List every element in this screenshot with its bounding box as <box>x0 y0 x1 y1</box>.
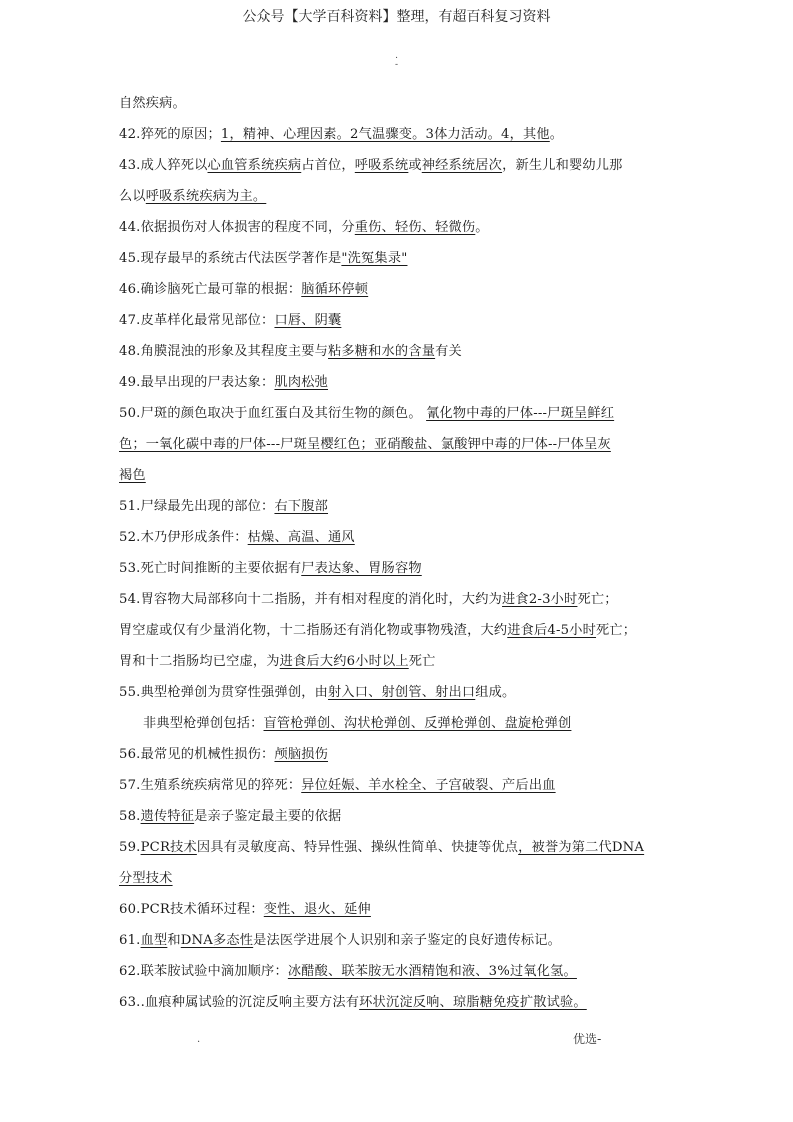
text-segment: 是亲子鉴定最主要的依据 <box>194 809 342 824</box>
top-dot-mark: . <box>395 51 398 61</box>
text-segment: 42.猝死的原因； <box>119 127 221 142</box>
text-line <box>119 987 679 1018</box>
text-segment: 和 <box>167 933 181 948</box>
underlined-answer: 褐色 <box>119 468 146 483</box>
page-header: 公众号【大学百科资料】整理，有超百科复习资料 <box>242 9 551 25</box>
text-segment: 胃空虚或仅有少量消化物，十二指肠还有消化物或事物残渣，大约 <box>119 623 508 638</box>
top-dash-mark: - <box>394 60 399 70</box>
underlined-answer: 呼吸系统疾病为主。 <box>145 189 267 204</box>
text-segment: 43.成人猝死以 <box>119 158 208 173</box>
footer-label: 优选- <box>573 1032 602 1046</box>
text-line <box>119 956 679 987</box>
text-line <box>119 615 679 646</box>
underlined-answer: ，被誉为第二代DNA <box>518 840 645 855</box>
text-line <box>119 677 679 708</box>
text-line <box>119 460 679 491</box>
text-segment: 48.角膜混浊的形象及其程度主要与 <box>119 344 328 359</box>
text-line <box>119 708 679 739</box>
text-segment: 50.尸斑的颜色取决于血红蛋白及其衍生物的颜色。 <box>119 406 427 421</box>
text-line <box>119 367 679 398</box>
text-line <box>119 894 679 925</box>
underlined-answer: 粘多糖和水的含量 <box>328 344 436 359</box>
underlined-answer: 进食后4-5小时 <box>507 623 597 638</box>
underlined-answer: 神经系统居次 <box>421 158 503 173</box>
text-line <box>119 832 679 863</box>
underlined-answer: 血型 <box>140 933 168 948</box>
underlined-answer: DNA多态性 <box>180 933 254 948</box>
text-line <box>119 553 679 584</box>
text-line <box>119 398 679 429</box>
text-segment: 61. <box>119 933 141 948</box>
text-line <box>119 801 679 832</box>
text-segment: 57.生殖系统疾病常见的猝死： <box>119 778 302 793</box>
footer-dot-mark: . <box>197 1034 201 1045</box>
text-segment: 死亡 <box>408 654 436 669</box>
text-line <box>119 212 679 243</box>
text-line <box>119 584 679 615</box>
underlined-answer: 进食2-3小时 <box>502 592 578 607</box>
text-line <box>119 88 679 119</box>
text-line <box>119 646 679 677</box>
underlined-answer: 色；一氧化碳中毒的尸体---尸斑呈樱红色；亚硝酸盐、氯酸钾中毒的尸体--尸体呈灰 <box>119 437 611 452</box>
text-segment: 占首位， <box>301 158 355 173</box>
text-segment: 非典型枪弹创包括： <box>143 716 264 731</box>
underlined-answer: 冰醋酸、联苯胺无水酒精饱和液、3%过氧化氢。 <box>287 964 577 979</box>
text-segment: 是法医学进展个人识别和亲子鉴定的良好遗传标记。 <box>253 933 562 948</box>
underlined-answer: PCR技术 <box>140 840 197 855</box>
text-line <box>119 863 679 894</box>
text-segment: 55.典型枪弹创为贯穿性强弹创，由 <box>119 685 328 700</box>
text-line <box>119 336 679 367</box>
underlined-answer: 尸表达象、胃肠容物 <box>301 561 422 576</box>
underlined-answer: 右下腹部 <box>274 499 329 514</box>
text-segment: 49.最早出现的尸表达象： <box>119 375 275 390</box>
underlined-answer: 口唇、阴囊 <box>274 313 342 328</box>
underlined-answer: 肌肉松弛 <box>274 375 329 390</box>
text-line <box>119 305 679 336</box>
underlined-answer: 异位妊娠、羊水栓全、子宫破裂、产后出血 <box>301 778 556 793</box>
underlined-answer: "洗冤集录" <box>341 251 408 266</box>
document-body <box>119 88 679 1018</box>
text-segment: 54.胃容物大局部移向十二指肠，并有相对程度的消化时，大约为 <box>119 592 503 607</box>
text-segment: 因具有灵敏度高、特异性强、操纵性简单、快捷等优点 <box>196 840 519 855</box>
text-segment: 自然疾病。 <box>119 96 186 111</box>
underlined-answer: 脑循环停顿 <box>301 282 369 297</box>
text-segment: ，新生儿和婴幼儿那 <box>502 158 623 173</box>
text-segment: 死亡； <box>596 623 637 638</box>
underlined-answer: 心血管系统疾病 <box>207 158 302 173</box>
underlined-answer: 颅脑损伤 <box>274 747 329 762</box>
text-segment: 46.确诊脑死亡最可靠的根据： <box>119 282 302 297</box>
underlined-answer: 遗传特征 <box>140 809 195 824</box>
text-segment: 死亡； <box>577 592 618 607</box>
underlined-answer: 进食后大约6小时以上 <box>279 654 409 669</box>
text-line <box>119 243 679 274</box>
text-segment: 有关 <box>435 344 462 359</box>
text-segment: 或 <box>408 158 422 173</box>
underlined-answer: 1，精神、心理因素。2气温骤变。3体力活动。4，其他 <box>220 127 550 142</box>
text-segment: 63..血痕种属试验的沉淀反响主要方法有 <box>119 995 360 1010</box>
text-segment: 44.依据损伤对人体损害的程度不同，分 <box>119 220 355 235</box>
underlined-answer: 变性、退火、延伸 <box>263 902 371 917</box>
text-segment: 58. <box>119 809 141 824</box>
text-line <box>119 150 679 181</box>
text-segment: 53.死亡时间推断的主要依据有 <box>119 561 302 576</box>
text-line <box>119 770 679 801</box>
text-segment: 59. <box>119 840 141 855</box>
text-line <box>119 925 679 956</box>
text-line <box>119 739 679 770</box>
text-segment: 56.最常见的机械性损伤： <box>119 747 275 762</box>
text-segment: 60.PCR技术循环过程： <box>119 902 264 917</box>
text-segment: 51.尸绿最先出现的部位： <box>119 499 275 514</box>
text-segment: 么以 <box>119 189 146 204</box>
text-segment: 52.木乃伊形成条件： <box>119 530 248 545</box>
text-segment: 47.皮革样化最常见部位： <box>119 313 275 328</box>
text-segment: 胃和十二指肠均已空虚，为 <box>119 654 280 669</box>
text-line <box>119 274 679 305</box>
underlined-answer: 环状沉淀反响、琼脂糖免疫扩散试验。 <box>359 995 587 1010</box>
text-segment: 。 <box>549 127 564 142</box>
text-line <box>119 181 679 212</box>
underlined-answer: 氰化物中毒的尸体---尸斑呈鲜红 <box>426 406 615 421</box>
underlined-answer: 盲管枪弹创、沟状枪弹创、反弹枪弹创、盘旋枪弹创 <box>263 716 572 731</box>
text-segment: 62.联苯胺试验中滴加顺序： <box>119 964 288 979</box>
text-segment: 45.现存最早的系统古代法医学著作是 <box>119 251 342 266</box>
text-line <box>119 119 679 150</box>
text-segment: 组成。 <box>475 685 516 700</box>
underlined-answer: 枯燥、高温、通风 <box>247 530 355 545</box>
text-line <box>119 491 679 522</box>
text-line <box>119 429 679 460</box>
text-segment: 。 <box>475 220 489 235</box>
underlined-answer: 射入口、射创管、射出口 <box>328 685 476 700</box>
underlined-answer: 分型技术 <box>119 871 173 886</box>
underlined-answer: 重伤、轻伤、轻微伤 <box>354 220 476 235</box>
underlined-answer: 呼吸系统 <box>354 158 409 173</box>
text-line <box>119 522 679 553</box>
